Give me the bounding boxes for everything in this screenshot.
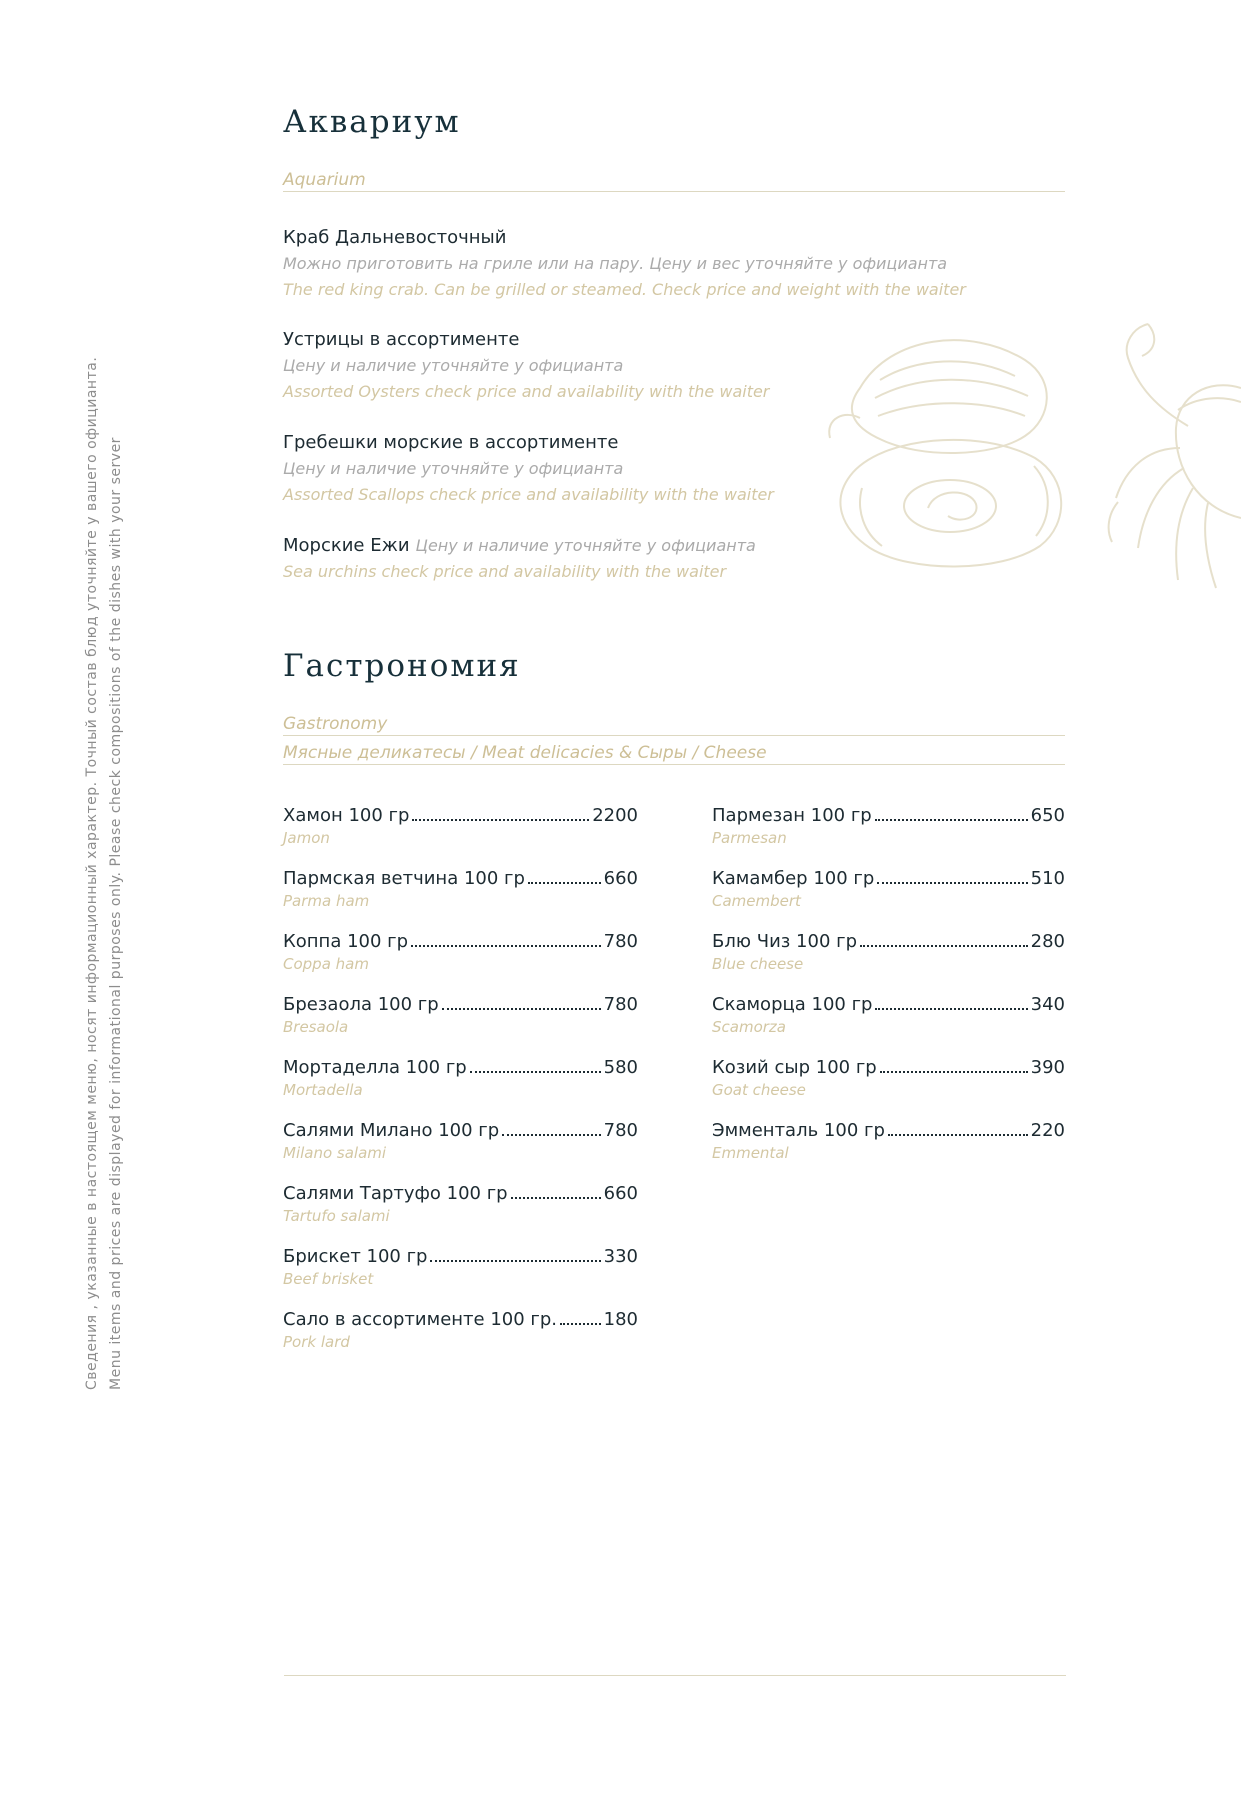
item-name: Коппа 100 гр — [283, 931, 409, 952]
item-price: 180 — [603, 1309, 638, 1330]
item-name: Устрицы в ассортименте — [283, 329, 520, 350]
bottom-divider — [284, 1675, 1066, 1676]
item-name-en: Parmesan — [712, 829, 787, 847]
menu-item — [283, 1181, 638, 1244]
item-name: Морские Ежи — [283, 535, 410, 556]
meat-list — [283, 803, 638, 1370]
item-name: Салями Милано 100 гр — [283, 1120, 500, 1141]
item-name: Эмменталь 100 гр — [712, 1120, 885, 1141]
item-name: Мортаделла 100 гр — [283, 1057, 467, 1078]
menu-item — [712, 803, 1065, 866]
dot-leader — [430, 1260, 600, 1262]
item-name-en: Goat cheese — [712, 1081, 806, 1099]
crab-illustration — [1098, 318, 1241, 603]
menu-item — [283, 929, 638, 992]
item-name: Краб Дальневосточный — [283, 227, 507, 248]
menu-item — [283, 992, 638, 1055]
dot-leader — [880, 1071, 1028, 1073]
aquarium-item — [283, 533, 1043, 585]
item-name: Брискет 100 гр — [283, 1246, 428, 1267]
item-name: Блю Чиз 100 гр — [712, 931, 858, 952]
gastronomy-category-rule — [283, 736, 1065, 765]
aquarium-item — [283, 327, 1043, 405]
item-price: 2200 — [592, 805, 638, 826]
dot-leader — [528, 882, 601, 884]
item-description-en: The red king crab. Can be grilled or steamed. Check price and weight with the waiter — [283, 280, 966, 299]
menu-item — [283, 1118, 638, 1181]
disclaimer-en: Menu items and prices are displayed for informational purposes only. Please check compositions of the dishes with your server — [108, 437, 124, 1390]
item-price: 390 — [1030, 1057, 1065, 1078]
dot-leader — [411, 945, 601, 947]
item-name-en: Tartufo salami — [283, 1207, 390, 1225]
item-name-en: Coppa ham — [283, 955, 369, 973]
item-name-en: Emmental — [712, 1144, 789, 1162]
dot-leader — [470, 1071, 601, 1073]
menu-item — [283, 1244, 638, 1307]
dot-leader — [875, 1008, 1027, 1010]
item-description-ru: Можно приготовить на гриле или на пару. Цену и вес уточняйте у официанта — [283, 254, 948, 273]
aquarium-subtitle: Aquarium — [283, 170, 366, 190]
item-name-en: Beef brisket — [283, 1270, 374, 1288]
item-name-en: Pork lard — [283, 1333, 350, 1351]
item-name-en: Camembert — [712, 892, 801, 910]
menu-item — [283, 1307, 638, 1370]
item-price: 220 — [1030, 1120, 1065, 1141]
cheese-list — [712, 803, 1065, 1181]
item-name: Камамбер 100 гр — [712, 868, 875, 889]
item-price: 780 — [603, 931, 638, 952]
menu-item — [283, 803, 638, 866]
gastronomy-subtitle: Gastronomy — [283, 714, 388, 734]
disclaimer — [80, 356, 128, 1390]
item-name: Козий сыр 100 гр — [712, 1057, 877, 1078]
item-name: Хамон 100 гр — [283, 805, 410, 826]
item-name: Пармезан 100 гр — [712, 805, 872, 826]
dot-leader — [860, 945, 1028, 947]
menu-item — [712, 1118, 1065, 1181]
item-name-en: Scamorza — [712, 1018, 786, 1036]
item-price: 660 — [603, 868, 638, 889]
gastronomy-subtitle-rule — [283, 707, 1065, 736]
item-description-ru: Цену и наличие уточняйте у официанта — [415, 536, 756, 555]
aquarium-item — [283, 225, 1043, 303]
item-price: 510 — [1030, 868, 1065, 889]
item-price: 340 — [1030, 994, 1065, 1015]
item-price: 780 — [603, 1120, 638, 1141]
menu-item — [712, 1055, 1065, 1118]
item-price: 580 — [603, 1057, 638, 1078]
item-price: 660 — [603, 1183, 638, 1204]
item-price: 280 — [1030, 931, 1065, 952]
item-description-en: Sea urchins check price and availability with the waiter — [283, 562, 727, 581]
item-name-en: Milano salami — [283, 1144, 387, 1162]
item-price: 330 — [603, 1246, 638, 1267]
aquarium-subtitle-rule — [283, 163, 1065, 192]
dot-leader — [877, 882, 1027, 884]
aquarium-item — [283, 430, 1043, 508]
dot-leader — [560, 1323, 601, 1325]
menu-item — [712, 929, 1065, 992]
dot-leader — [502, 1134, 600, 1136]
item-name: Пармская ветчина 100 гр — [283, 868, 525, 889]
item-price: 780 — [603, 994, 638, 1015]
item-name: Гребешки морские в ассортименте — [283, 432, 619, 453]
dot-leader — [511, 1197, 601, 1199]
item-description-en: Assorted Scallops check price and availability with the waiter — [283, 485, 774, 504]
item-name: Скаморца 100 гр — [712, 994, 873, 1015]
item-name-en: Bresaola — [283, 1018, 349, 1036]
dot-leader — [442, 1008, 601, 1010]
menu-item — [283, 1055, 638, 1118]
item-price: 650 — [1030, 805, 1065, 826]
item-name-en: Jamon — [283, 829, 330, 847]
item-name-en: Parma ham — [283, 892, 370, 910]
disclaimer-ru: Сведения , указанные в настоящем меню, носят информационный характер. Точный состав блюд уточняйте у вашего официанта. — [84, 356, 100, 1390]
gastronomy-title: Гастрономия — [283, 648, 521, 684]
item-name: Брезаола 100 гр — [283, 994, 439, 1015]
item-name-en: Mortadella — [283, 1081, 363, 1099]
dot-leader — [875, 819, 1028, 821]
menu-item — [712, 992, 1065, 1055]
aquarium-title: Аквариум — [283, 104, 461, 140]
item-name-en: Blue cheese — [712, 955, 804, 973]
gastronomy-category: Мясные деликатесы / Meat delicacies & Сыры / Cheese — [283, 743, 767, 763]
item-name: Сало в ассортименте 100 гр. — [283, 1309, 557, 1330]
dot-leader — [888, 1134, 1028, 1136]
item-description-ru: Цену и наличие уточняйте у официанта — [283, 356, 624, 375]
dot-leader — [412, 819, 589, 821]
menu-item — [712, 866, 1065, 929]
item-name: Салями Тартуфо 100 гр — [283, 1183, 508, 1204]
menu-item — [283, 866, 638, 929]
item-description-en: Assorted Oysters check price and availability with the waiter — [283, 382, 770, 401]
item-description-ru: Цену и наличие уточняйте у официанта — [283, 459, 624, 478]
